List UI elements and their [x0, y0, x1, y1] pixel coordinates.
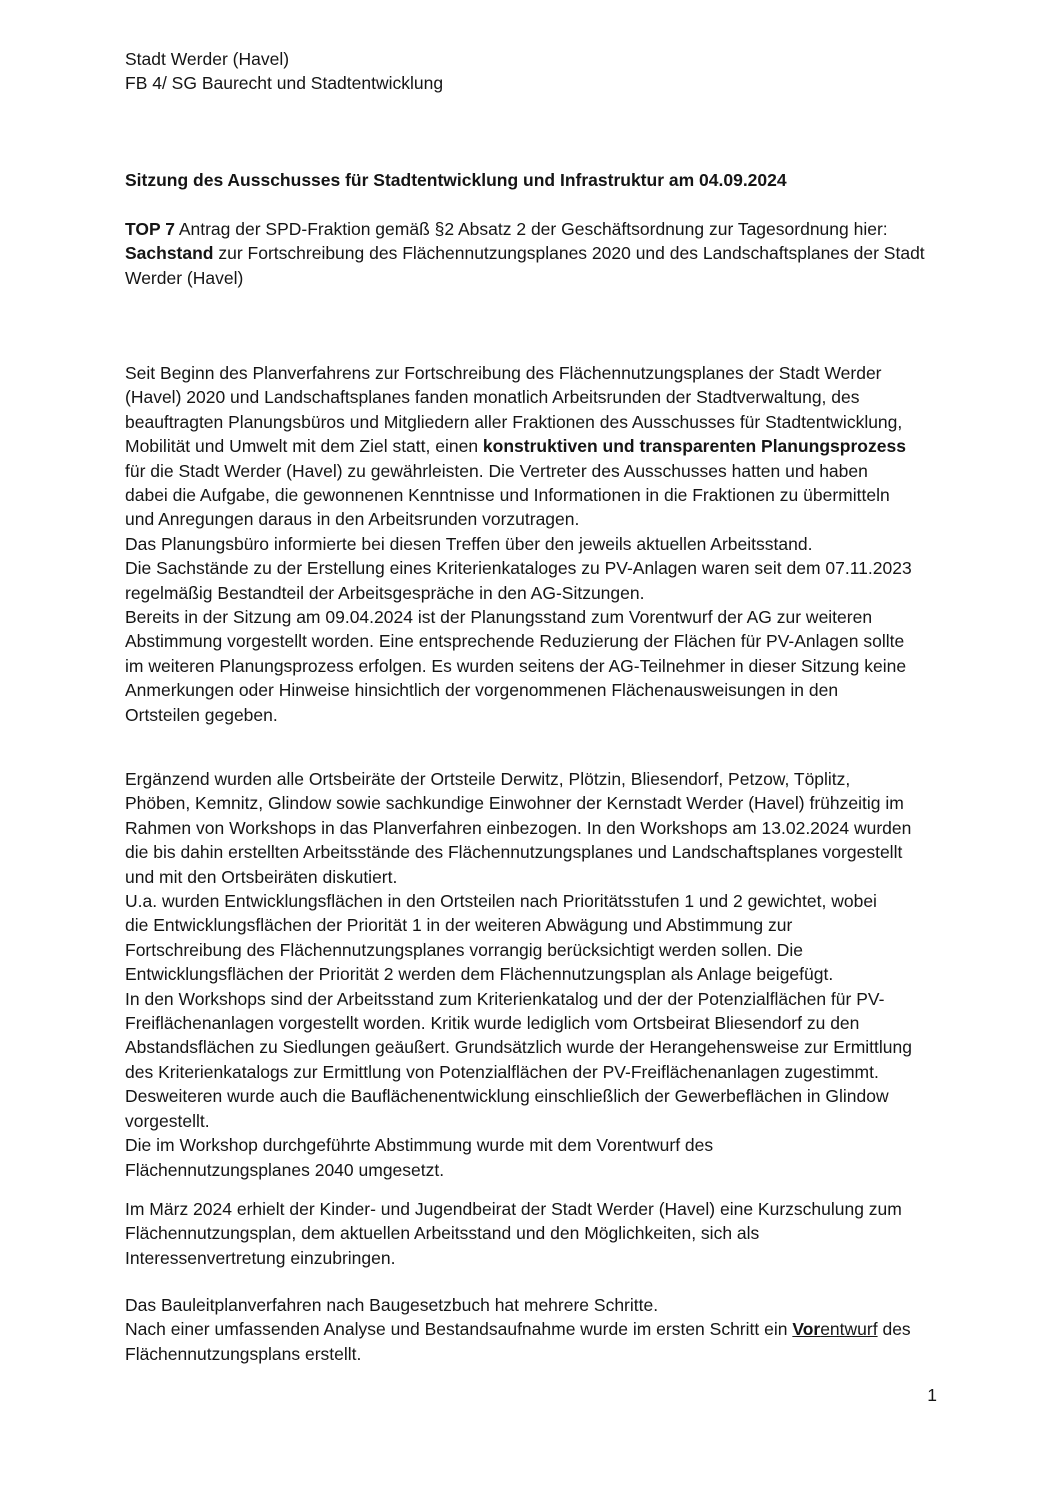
text-run: Entwicklungsflächen der Priorität 2 werden dem Flächennutzungsplan als Anlage beigefügt.: [125, 964, 834, 985]
paragraph-planverfahren: [125, 361, 937, 727]
text-line: [125, 581, 937, 605]
text-run: im weiteren Planungsprozess erfolgen. Es wurden seitens der AG-Teilnehmer in dieser Sitzung keine: [125, 655, 907, 676]
text-run: Flächennutzungsplan, dem aktuellen Arbeitsstand und den Möglichkeiten, sich als: [125, 1223, 760, 1244]
text-line: [125, 938, 937, 962]
text-run: Sachstand: [125, 243, 214, 264]
text-line: [125, 532, 937, 556]
text-run: Vor: [792, 1319, 821, 1340]
text-line: [125, 1133, 937, 1157]
text-run: Desweiteren wurde auch die Bauflächenentwicklung einschließlich der Gewerbeflächen in Glindow: [125, 1086, 889, 1107]
text-line: [125, 1246, 937, 1270]
text-line: [125, 1060, 937, 1084]
text-run: die bis dahin erstellten Arbeitsstände des Flächennutzungsplanes und Landschaftsplanes vorgestellt: [125, 842, 903, 863]
text-run: Interessenvertretung einzubringen.: [125, 1247, 396, 1268]
text-line: [125, 241, 937, 265]
text-line: [125, 459, 937, 483]
text-line: [125, 1221, 937, 1245]
text-run: Abstandsflächen zu Siedlungen geäußert. Grundsätzlich wurde der Herangehensweise zur Ermittlung: [125, 1037, 912, 1058]
text-run: Phöben, Kemnitz, Glindow sowie sachkundige Einwohner der Kernstadt Werder (Havel) frühzeitig im: [125, 793, 904, 814]
paragraph-top7-antrag: [125, 217, 937, 290]
text-run: Freiflächenanlagen vorgestellt worden. Kritik wurde lediglich vom Ortsbeirat Bliesendorf zu den: [125, 1013, 860, 1034]
text-run: für die Stadt Werder (Havel) zu gewährleisten. Die Vertreter des Ausschusses hatten und haben: [125, 460, 868, 481]
text-line: [125, 410, 937, 434]
text-run: Mobilität und Umwelt mit dem Ziel statt, einen: [125, 436, 483, 457]
text-line: [125, 483, 937, 507]
text-run: Das Bauleitplanverfahren nach Baugesetzbuch hat mehrere Schritte.: [125, 1295, 659, 1315]
text-run: die Entwicklungsflächen der Priorität 1 in der weiteren Abwägung und Abstimmung zur: [125, 915, 793, 936]
text-line: [125, 987, 937, 1011]
text-run: Seit Beginn des Planverfahrens zur Fortschreibung des Flächennutzungsplanes der Stadt Werder: [125, 363, 882, 383]
paragraph-bauleitplanverfahren: [125, 1293, 937, 1366]
text-line: [125, 816, 937, 840]
text-line: [125, 1293, 937, 1317]
text-run: Im März 2024 erhielt der Kinder- und Jugendbeirat der Stadt Werder (Havel) eine Kurzschulung zum: [125, 1199, 902, 1219]
text-line: [125, 865, 937, 889]
text-line: [125, 678, 937, 702]
text-run: beauftragten Planungsbüros und Mitgliedern aller Fraktionen des Ausschusses für Stadtentwicklung,: [125, 411, 903, 432]
text-line: [125, 1109, 937, 1133]
text-line: [125, 913, 937, 937]
text-line: [125, 1197, 937, 1221]
text-line: [125, 361, 937, 385]
paragraph-ortsbeiraete-workshops: [125, 767, 937, 1182]
text-line: [125, 605, 937, 629]
text-run: entwurf: [820, 1319, 878, 1340]
text-line: [125, 217, 937, 241]
page-number: 1: [927, 1385, 937, 1405]
text-run: TOP 7: [125, 219, 175, 239]
text-run: Das Planungsbüro informierte bei diesen Treffen über den jeweils aktuellen Arbeitsstand.: [125, 533, 813, 554]
text-run: Ergänzend wurden alle Ortsbeiräte der Ortsteile Derwitz, Plötzin, Bliesendorf, Petzow, Töplitz,: [125, 769, 851, 789]
text-run: Die Sachstände zu der Erstellung eines Kriterienkataloges zu PV-Anlagen waren seit dem 07.11.2023: [125, 558, 912, 579]
document-header: [125, 47, 937, 96]
text-line: [125, 962, 937, 986]
meeting-title: Sitzung des Ausschusses für Stadtentwicklung und Infrastruktur am 04.09.2024: [125, 170, 787, 190]
text-line: [125, 1084, 937, 1108]
text-run: dabei die Aufgabe, die gewonnenen Kenntnisse und Informationen in die Fraktionen zu übermitteln: [125, 485, 890, 506]
text-run: Ortsteilen gegeben.: [125, 704, 278, 725]
text-run: Antrag der SPD-Fraktion gemäß §2 Absatz 2 der Geschäftsordnung zur Tagesordnung hier:: [174, 219, 888, 239]
text-line: [125, 1158, 937, 1182]
text-line: [125, 266, 937, 290]
text-line: [125, 840, 937, 864]
text-run: konstruktiven und transparenten Planungsprozess: [482, 436, 906, 457]
text-run: Nach einer umfassenden Analyse und Bestandsaufnahme wurde im ersten Schritt ein: [125, 1319, 793, 1340]
text-line: [125, 703, 937, 727]
text-run: zur Fortschreibung des Flächennutzungsplanes 2020 und des Landschaftsplanes der Stadt: [213, 243, 925, 264]
text-line: [125, 1317, 937, 1341]
text-line: [125, 385, 937, 409]
text-run: Flächennutzungsplans erstellt.: [125, 1343, 362, 1364]
paragraph-jugendbeirat: [125, 1197, 937, 1270]
text-line: [125, 791, 937, 815]
header-organization: Stadt Werder (Havel): [125, 49, 290, 69]
text-run: (Havel) 2020 und Landschaftsplanes fanden monatlich Arbeitsrunden der Stadtverwaltung, des: [125, 387, 860, 408]
text-run: Die im Workshop durchgeführte Abstimmung wurde mit dem Vorentwurf des: [125, 1135, 714, 1156]
text-run: Anmerkungen oder Hinweise hinsichtlich der vorgenommenen Flächenausweisungen in den: [125, 680, 839, 701]
text-run: des: [877, 1319, 911, 1340]
text-line: [125, 507, 937, 531]
text-run: In den Workshops sind der Arbeitsstand zum Kriterienkatalog und der der Potenzialflächen für PV-: [125, 988, 885, 1009]
text-run: Rahmen von Workshops in das Planverfahren einbezogen. In den Workshops am 13.02.2024 wurden: [125, 817, 912, 838]
text-run: Flächennutzungsplanes 2040 umgesetzt.: [125, 1159, 445, 1180]
text-run: U.a. wurden Entwicklungsflächen in den Ortsteilen nach Prioritätsstufen 1 und 2 gewichtet, wobei: [125, 891, 877, 912]
text-run: Fortschreibung des Flächennutzungsplanes vorrangig berücksichtigt werden sollen. Die: [125, 939, 804, 960]
text-run: des Kriterienkatalogs zur Ermittlung von Potenzialflächen der PV-Freiflächenanlagen zugestimmt.: [125, 1061, 879, 1082]
text-line: [125, 1035, 937, 1059]
text-line: [125, 767, 937, 791]
text-run: und Anregungen daraus in den Arbeitsrunden vorzutragen.: [125, 509, 580, 530]
text-run: Bereits in der Sitzung am 09.04.2024 ist der Planungsstand zum Vorentwurf der AG zur weiteren: [125, 607, 873, 628]
text-line: [125, 556, 937, 580]
text-run: regelmäßig Bestandteil der Arbeitsgespräche in den AG-Sitzungen.: [125, 582, 645, 603]
text-run: Abstimmung vorgestellt worden. Eine entsprechende Reduzierung der Flächen für PV-Anlagen sollte: [125, 631, 905, 652]
header-department: FB 4/ SG Baurecht und Stadtentwicklung: [125, 73, 444, 94]
text-line: [125, 889, 937, 913]
text-run: und mit den Ortsbeiräten diskutiert.: [125, 866, 398, 887]
text-run: Werder (Havel): [125, 267, 244, 288]
text-line: [125, 1342, 937, 1366]
text-line: [125, 629, 937, 653]
text-line: [125, 434, 937, 458]
text-line: [125, 654, 937, 678]
text-line: [125, 1011, 937, 1035]
text-run: vorgestellt.: [125, 1110, 210, 1131]
